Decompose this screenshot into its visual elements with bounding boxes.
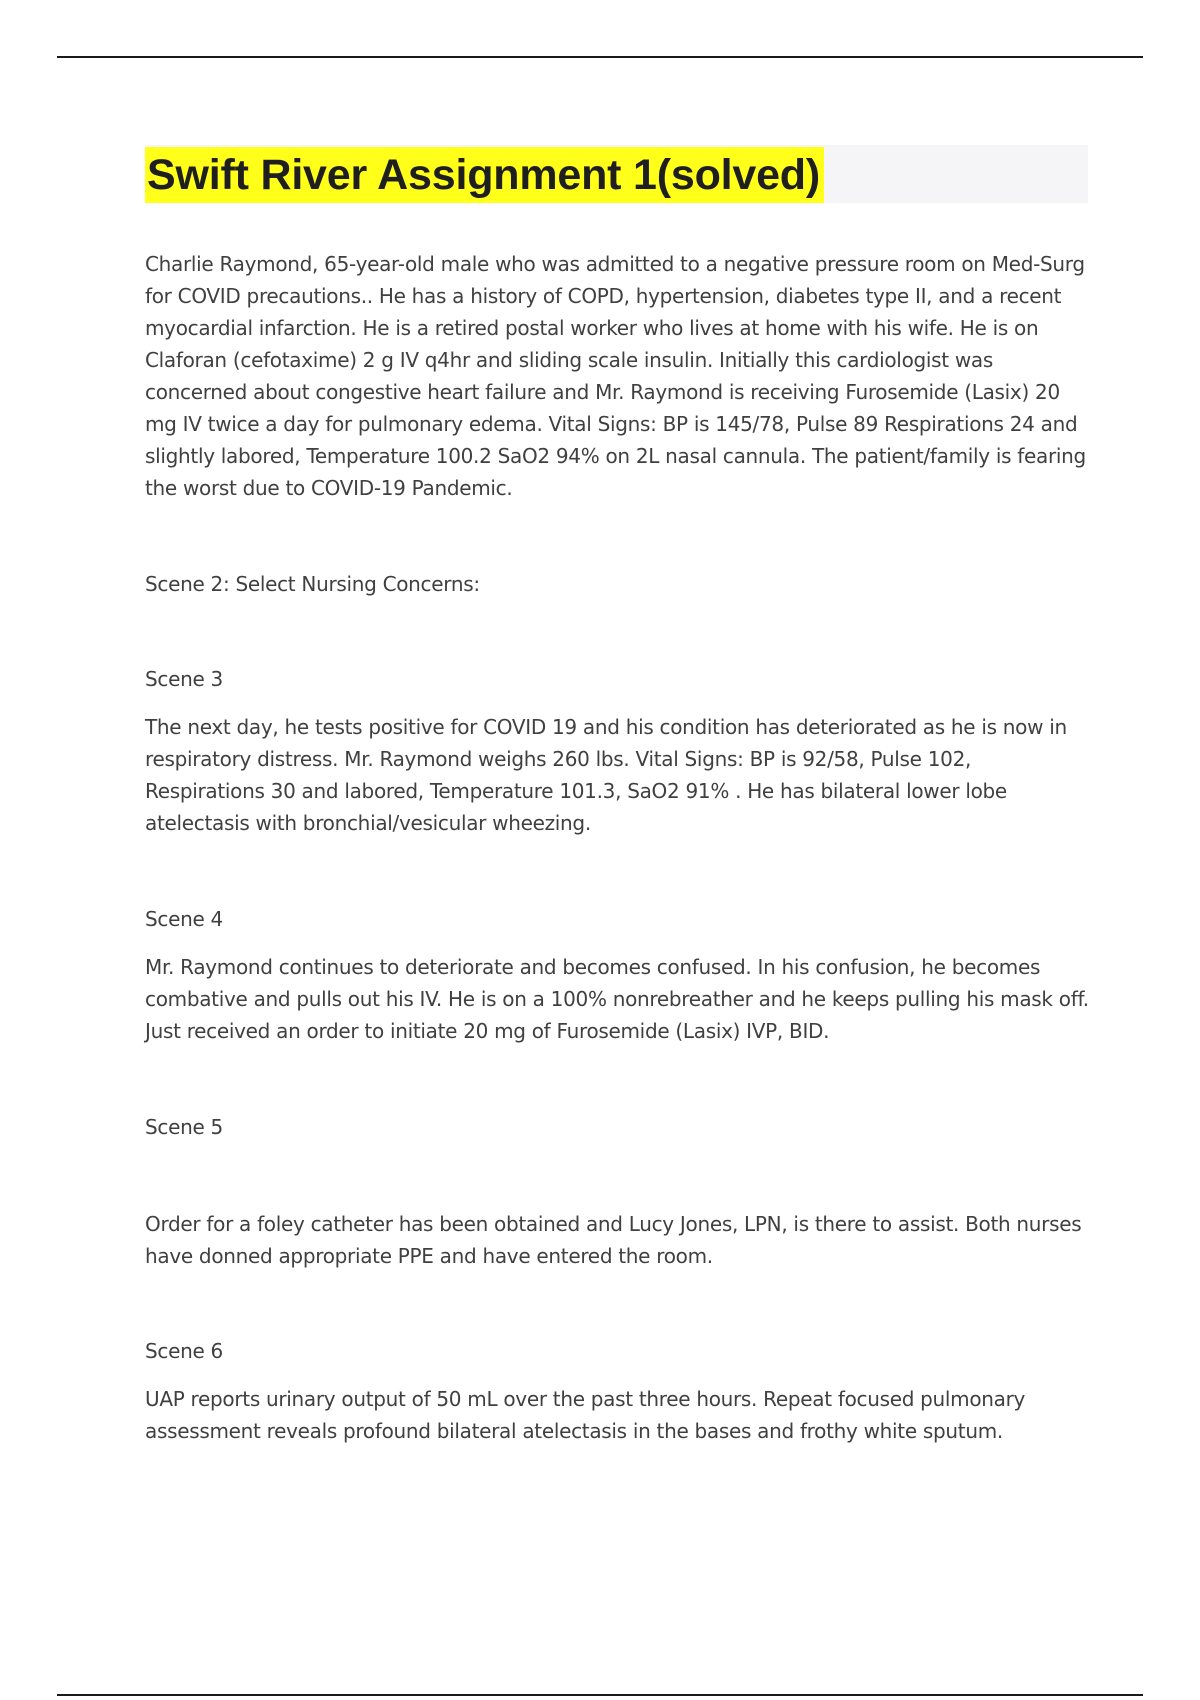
scene2-heading: Scene 2: Select Nursing Concerns: bbox=[145, 572, 480, 596]
intro-text: Charlie Raymond, 65-year-old male who was admitted to a negative pressure room on Med-Surg for COVID precautions.. He has a history of COPD, hypertension, diabetes type II, and a recent myocardial infarction. He is a retired postal worker who lives at home with his wife. He is on Claforan (cefotaxime) 2 g IV q4hr and sliding scale insulin. Initially this cardiologist was concerned about congestive heart failure and Mr. Raymond is receiving Furosemide (Lasix) 20 mg IV twice a day for pulmonary edema. Vital Signs: BP is 145/78, Pulse 89 Respirations 24 and slightly labored, Temperature 100.2 SaO2 94% on 2L nasal cannula. The patient/family is fearing the worst due to COVID-19 Pandemic. bbox=[145, 252, 1086, 500]
scene3-text: The next day, he tests positive for COVID 19 and his condition has deteriorated as he is now in respiratory distress. Mr. Raymond weighs 260 lbs. Vital Signs: BP is 92/58, Pulse 102, Respirations 30 and labored, Temperature 101.3, SaO2 91% . He has bilateral lower lobe atelectasis with bronchial/vesicular wheezing. bbox=[145, 715, 1067, 835]
page-bottom-rule bbox=[57, 1694, 1143, 1696]
scene5-heading: Scene 5 bbox=[145, 1115, 223, 1139]
scene5-section bbox=[145, 1111, 1090, 1143]
scene4-text: Mr. Raymond continues to deteriorate and becomes confused. In his confusion, he becomes combative and pulls out his IV. He is on a 100% nonrebreather and he keeps pulling his mask off. Just received an order to initiate 20 mg of Furosemide (Lasix) IVP, BID. bbox=[145, 955, 1089, 1043]
page-top-rule bbox=[57, 56, 1143, 58]
document-title: Swift River Assignment 1(solved) bbox=[145, 147, 824, 203]
scene6-section bbox=[145, 1335, 1090, 1367]
scene5-text: Order for a foley catheter has been obtained and Lucy Jones, LPN, is there to assist. Both nurses have donned appropriate PPE and have entered the room. bbox=[145, 1212, 1082, 1268]
scene5-body bbox=[145, 1208, 1090, 1272]
scene4-body bbox=[145, 951, 1090, 1047]
scene3-body bbox=[145, 711, 1090, 839]
scene3-heading: Scene 3 bbox=[145, 667, 223, 691]
intro-paragraph bbox=[145, 248, 1090, 504]
scene6-body bbox=[145, 1383, 1090, 1447]
scene6-text: UAP reports urinary output of 50 mL over the past three hours. Repeat focused pulmonary assessment reveals profound bilateral atelectasis in the bases and frothy white sputum. bbox=[145, 1387, 1026, 1443]
scene2-section bbox=[145, 568, 1090, 600]
scene4-heading: Scene 4 bbox=[145, 907, 223, 931]
scene4-section bbox=[145, 903, 1090, 935]
scene3-section bbox=[145, 663, 1090, 695]
scene6-heading: Scene 6 bbox=[145, 1339, 223, 1363]
